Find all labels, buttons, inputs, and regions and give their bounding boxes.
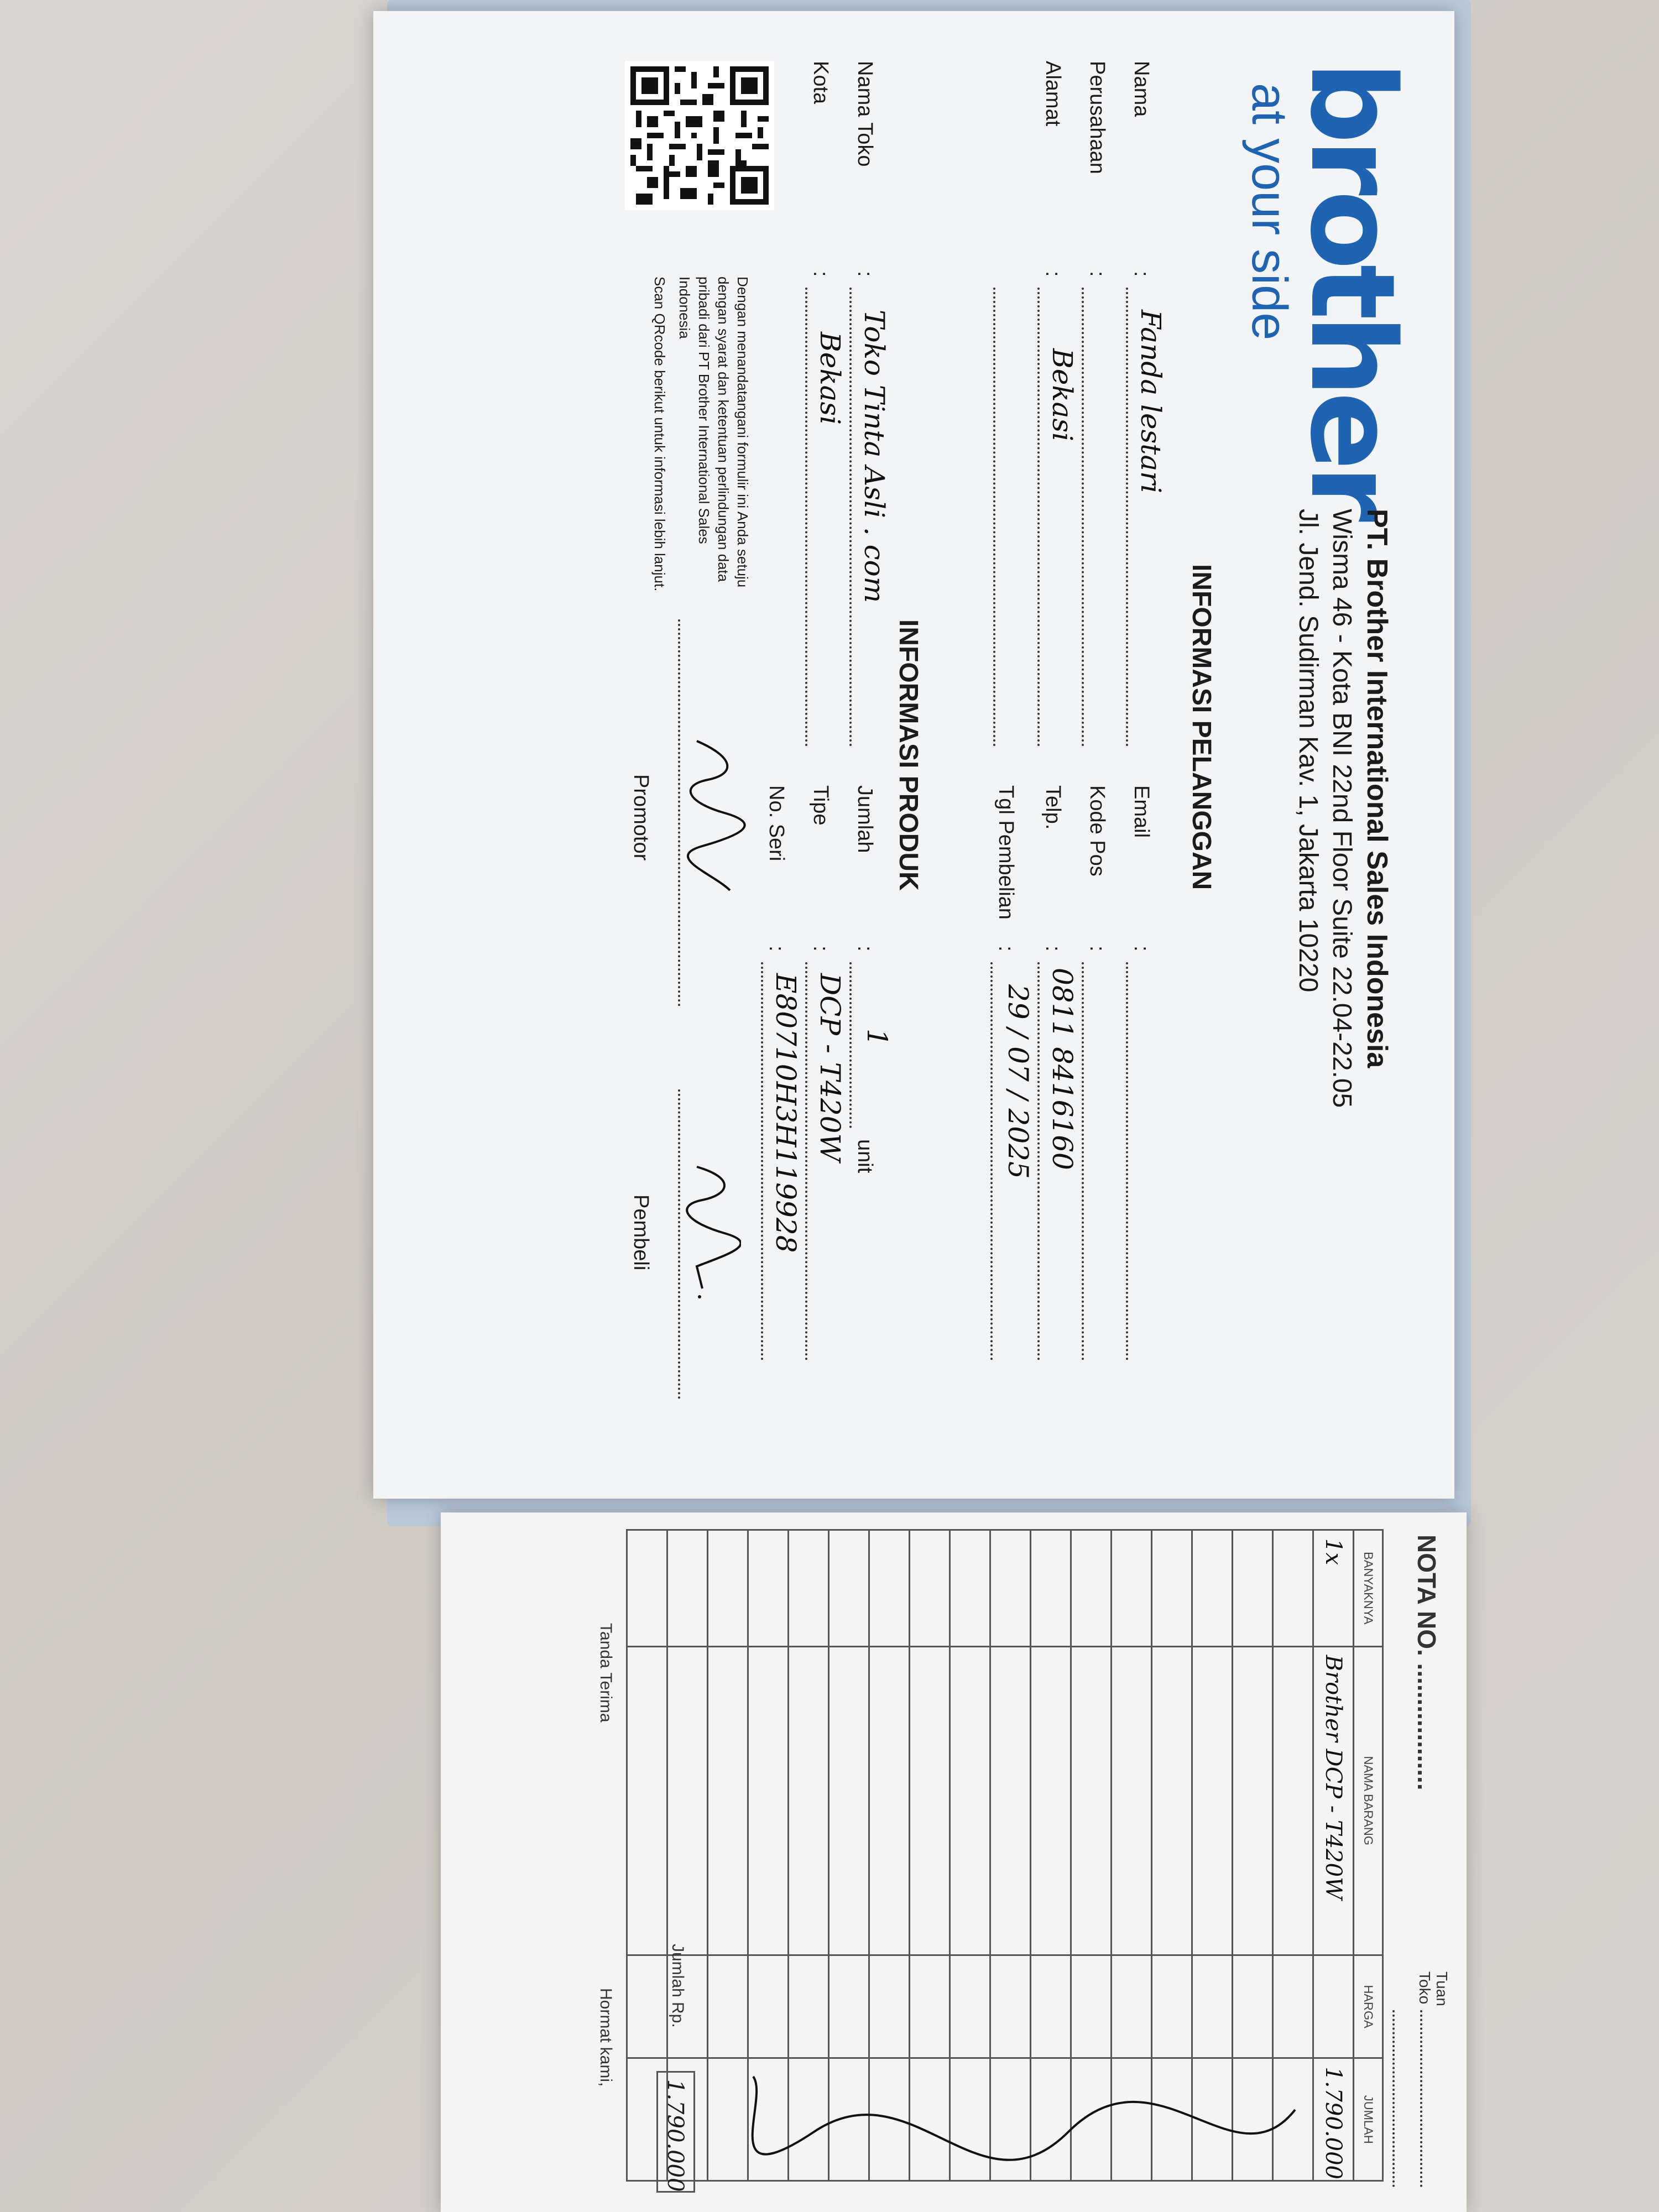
pembeli-signature [680,1161,741,1305]
label-nama: Nama [1130,61,1153,117]
colon: : [1041,271,1065,277]
dotted-line [1082,288,1084,747]
value-tipe[interactable]: DCP - T420W [814,973,846,1162]
dotted-line [849,288,852,747]
dotted-line [805,962,807,1360]
colon: : [1130,271,1153,277]
nota-total: 1.790.000 [656,2071,695,2193]
label-tanda-terima: Tanda Terima [597,1623,615,1723]
nota-receipt-sheet [441,1512,1467,2212]
qr-code [625,61,774,210]
label-kota: Kota [809,61,832,105]
colon: : [1041,946,1065,952]
company-address-2: Jl. Jend. Sudirman Kav. 1, Jakarta 10220 [1293,509,1323,993]
colon: : [765,946,788,952]
label-perusahaan: Perusahaan [1086,61,1109,174]
label-hormat-kami: Hormat kami, [597,1988,615,2087]
header-nama-barang: NAMA BARANG [1354,1646,1383,1955]
value-nama-toko[interactable]: Toko Tinta Asli . com [858,310,890,603]
company-name: PT. Brother International Sales Indonesia [1361,509,1393,1068]
label-toko: Toko [1416,1971,1434,2005]
label-unit: unit [853,1139,877,1173]
product-section-title: INFORMASI PRODUK [894,619,923,891]
dotted-line [1392,2010,1395,2187]
colon: : [994,946,1018,952]
company-block [1293,509,1394,1108]
dotted-line [849,962,852,1128]
dotted-line [993,288,995,747]
cell-jumlah: 1.790.000 [1313,2058,1354,2181]
value-jumlah[interactable]: 1 [861,1029,893,1046]
label-email: Email [1130,785,1153,838]
header-jumlah: JUMLAH [1354,2058,1383,2181]
table-row [1313,1530,1354,2181]
consent-text: Dengan menandatangani formulir ini Anda setuju dengan syarat dan ketentuan perlindungan data pribadi dari PT Brother International Sales Indonesia [676,276,751,588]
label-kode-pos: Kode Pos [1086,785,1109,877]
dotted-line [1126,288,1128,747]
label-tipe: Tipe [809,785,832,826]
value-alamat[interactable]: Bekasi [1046,348,1078,442]
label-no-seri: No. Seri [765,785,788,862]
cell-nama-barang: Brother DCP - T420W [1313,1646,1354,1955]
logo-word: brother [1285,61,1420,517]
cell-harga [1313,1955,1354,2058]
logo-tagline: at your side [1241,83,1297,341]
dotted-line [1420,2010,1422,2187]
nota-header-row [1354,1530,1383,2181]
label-jumlah: Jumlah [853,785,877,853]
dotted-line [805,288,807,747]
dotted-line [990,962,993,1360]
value-kota[interactable]: Bekasi [814,332,846,425]
colon: : [809,946,832,952]
nota-strike-mark [748,2043,1301,2182]
company-address-1: Wisma 46 - Kota BNI 22nd Floor Suite 22.04-22.05 [1327,509,1357,1108]
value-telp[interactable]: 0811 8416160 [1046,968,1078,1170]
colon: : [1130,946,1153,952]
dotted-line [1037,288,1040,747]
colon: : [809,271,832,277]
label-jumlah-rp: Jumlah Rp. [669,1944,687,2028]
cell-banyaknya: 1x [1313,1530,1354,1647]
label-nama-toko: Nama Toko [853,61,877,167]
value-nama[interactable]: Fanda lestari [1135,310,1167,494]
dotted-line [1082,962,1084,1360]
qr-note-text: Scan QRcode berikut untuk informasi lebih lanjut. [651,276,668,592]
dotted-line [1037,962,1040,1360]
colon: : [1086,946,1109,952]
dotted-line [1126,962,1128,1360]
warranty-form-sheet [373,11,1454,1499]
colon: : [1086,271,1109,277]
nota-tuan-toko [1416,1971,1450,2006]
value-no-seri[interactable]: E80710H3H119928 [770,973,802,1253]
label-promotor: Promotor [629,774,653,861]
label-telp: Telp. [1041,785,1065,830]
nota-title: NOTA NO. .................. [1412,1535,1441,1791]
header-harga: HARGA [1354,1955,1383,2058]
label-pembeli: Pembeli [629,1194,653,1271]
colon: : [853,271,877,277]
label-alamat: Alamat [1041,61,1065,127]
label-tgl-pembelian: Tgl Pembelian [994,785,1018,920]
dotted-line [761,962,763,1360]
brother-logo [1241,61,1420,517]
value-tgl-pembelian[interactable]: 29 / 07 / 2025 [1002,984,1034,1179]
customer-section-title: INFORMASI PELANGGAN [1187,564,1216,890]
label-tuan: Tuan [1433,1971,1451,2006]
header-banyaknya: BANYAKNYA [1354,1530,1383,1647]
table-row [708,1530,748,2181]
promotor-signature [680,735,747,901]
colon: : [853,946,877,952]
